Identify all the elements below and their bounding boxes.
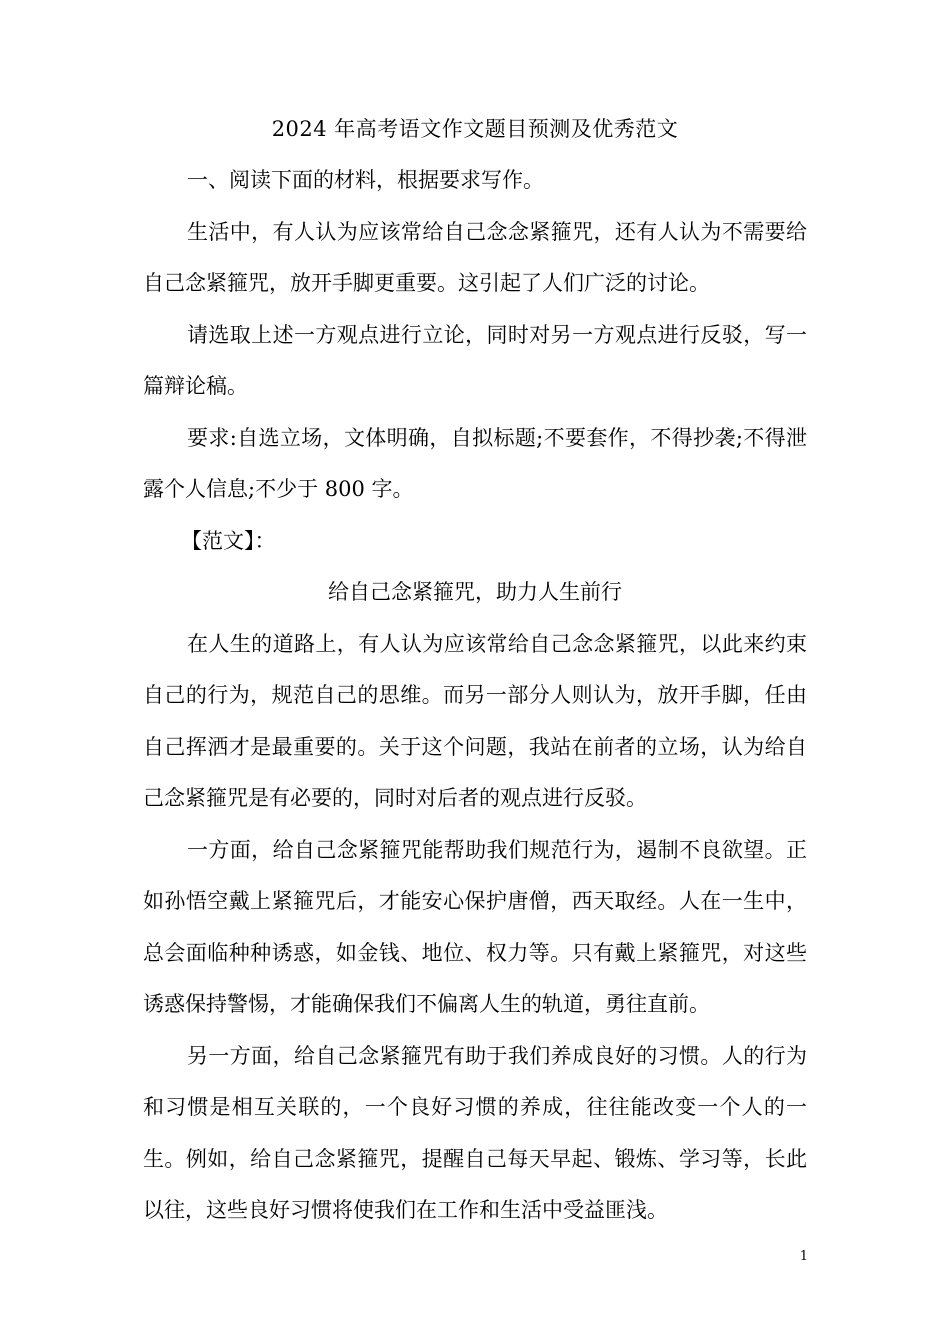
- requirements-paragraph: 要求:自选立场，文体明确，自拟标题;不要套作，不得抄袭;不得泄露个人信息;不少于 800 字。: [143, 425, 807, 501]
- essay-title: 给自己念紧箍咒，助力人生前行: [328, 580, 622, 604]
- essay-paragraph-3: 另一方面，给自己念紧箍咒有助于我们养成良好的习惯。人的行为和习惯是相互关联的，一个良好习惯的养成，往往能改变一个人的一生。例如，给自己念紧箍咒，提醒自己每天早起、锻炼、学习等，长此以往，这些良好习惯将使我们在工作和生活中受益匪浅。: [143, 1043, 807, 1222]
- page-number: 1: [799, 1249, 808, 1264]
- document-title: 2024 年高考语文作文题目预测及优秀范文: [271, 117, 679, 141]
- page-content: [143, 103, 807, 1237]
- task-paragraph: 请选取上述一方观点进行立论，同时对另一方观点进行反驳，写一篇辩论稿。: [143, 322, 807, 398]
- sample-label: 【范文】：: [181, 528, 276, 553]
- essay-paragraph-1: 在人生的道路上，有人认为应该常给自己念念紧箍咒，以此来约束自己的行为，规范自己的思维。而另一部分人则认为，放开手脚，任由自己挥洒才是最重要的。关于这个问题，我站在前者的立场，认为给自己念紧箍咒是有必要的，同时对后者的观点进行反驳。: [143, 631, 807, 810]
- section-heading: 一、阅读下面的材料，根据要求写作。: [187, 168, 544, 192]
- material-paragraph: 生活中，有人认为应该常给自己念念紧箍咒，还有人认为不需要给自己念紧箍咒，放开手脚更重要。这引起了人们广泛的讨论。: [143, 219, 807, 295]
- essay-paragraph-2: 一方面，给自己念紧箍咒能帮助我们规范行为，遏制不良欲望。正如孙悟空戴上紧箍咒后，才能安心保护唐僧，西天取经。人在一生中，总会面临种种诱惑，如金钱、地位、权力等。只有戴上紧箍咒，对这些诱惑保持警惕，才能确保我们不偏离人生的轨道，勇往直前。: [143, 837, 807, 1016]
